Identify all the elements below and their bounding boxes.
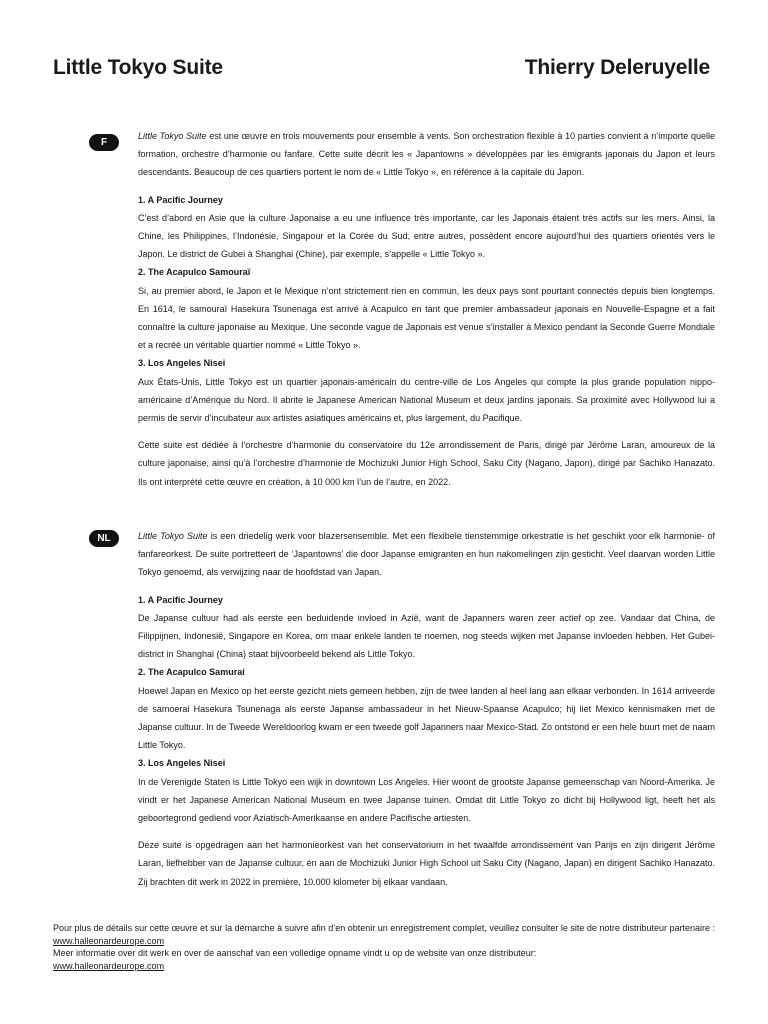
movement-title: 3. Los Angeles Nisei [138,358,226,369]
movement-text: Hoewel Japan en Mexico op het eerste gezicht niets gemeen hebben, zijn de twee landen al heel lang aan elkaar verbonden. In 1614 arriveerde de samoerai Hasekura Tsunenaga als eerste Japanse ambassadeur in het Nieuw-Spaanse Acapulco; hij liet Mexico kennismaken met de Japanse cultuur. In de Tweede Wereldoorlog kwam er een tweede golf Japanners naar Mexico-Stad. Zo ontstond er een hele buurt met de naam Little Tokyo. [138,685,715,751]
dedication-paragraph: Cette suite est dédiée à l’orchestre d’harmonie du conservatoire du 12e arrondissement de Paris, dirigé par Jérôme Laran, amoureux de la culture japonaise, ainsi qu’à l’orchestre d’harmonie de Mochizuki Junior High School, Saku City (Nagano, Japon), dirigé par Sachiko Hanazato. Ils ont interprété cette œuvre en création, à 10 000 km l’un de l’autre, en 2022. [138,440,715,487]
distributor-link-nl[interactable]: www.halleonardeurope.com [53,960,165,971]
movement-text: Aux États-Unis, Little Tokyo est un quartier japonais-américain du centre-ville de Los Angeles qui compte la plus grande population nippo-américaine d’Amérique du Nord. Il abrite le Japanese American National Museum et deux jardins japonais. Sa proximité avec Hollywood lui a permis de servir d’incubateur aux artistes asiatiques américains et, plus largement, du Pacifique. [138,376,715,424]
work-title-italic: Little Tokyo Suite [138,531,208,541]
movement-title: 1. A Pacific Journey [138,594,223,605]
movement-title: 3. Los Angeles Nisei [138,758,226,769]
page-title: Little Tokyo Suite [53,56,223,79]
footer-nl [53,947,715,960]
dutch-body [138,527,715,891]
movement-title: 1. A Pacific Journey [138,194,223,205]
movement-text: C’est d’abord en Asie que la culture Japonaise a eu une influence très importante, car les Japonais étaient très actifs sur les mers. Ainsi, la Chine, les Philippines, l’Indonésie, Singapour et la Corée du Sud, entre autres, possèdent encore aujourd’hui des quartiers orientés vers le Japon. Le district de Gubei à Shanghai (Chine), par exemple, s’appelle « Little Tokyo ». [138,212,715,260]
footer-fr-text: Pour plus de détails sur cette œuvre et sur la démarche à suivre afin d’en obtenir un enregistrement complet, veuillez consulter le site de notre distributeur partenaire : [53,923,715,933]
footer [53,922,715,972]
language-badge-nl: NL [89,530,119,547]
dedication-paragraph: Deze suite is opgedragen aan het harmonieorkest van het conservatorium in het twaalfde arrondissement van Parijs en zijn dirigent Jérôme Laran, liefhebber van de Japanse cultuur, én aan de Mochizuki Junior High School uit Saku City (Nagano, Japan) en dirigent Sachiko Hanazato. Zij brachten dit werk in 2022 in première, 10.000 kilometer bij elkaar vandaan. [138,840,715,887]
movement-text: De Japanse cultuur had als eerste een beduidende invloed in Azië, want de Japanners waren zeer actief op zee. Vandaar dat China, de Filippijnen, Indonesië, Singapore en Korea, om maar enkele landen te noemen, nog steeds wijken met Japanse invloeden hebben. Het Gubei-district in Shanghai (China) staat bijvoorbeeld bekend als Little Tokyo. [138,612,715,660]
movement-title: 2. The Acapulco Samurai [138,667,245,678]
movement-text: In de Verenigde Staten is Little Tokyo een wijk in downtown Los Angeles. Hier woont de grootste Japanse gemeenschap van Noord-Amerika. Je vindt er het Japanese American National Museum en twee Japanse tuinen. Omdat dit Little Tokyo zo dicht bij Hollywood ligt, heeft het als geboortegrond gediend voor Aziatisch-Amerikaanse en andere Pacifische artiesten. [138,776,715,824]
footer-nl-link-line [53,960,715,973]
movement-title: 2. The Acapulco Samouraï [138,267,251,278]
footer-fr [53,922,715,947]
footer-nl-text: Meer informatie over dit werk en over de aanschaf van een volledige opname vindt u op de website van onze distributeur: [53,948,537,958]
language-badge-fr: F [89,134,119,151]
movement-text: Si, au premier abord, le Japon et le Mexique n’ont strictement rien en commun, les deux pays sont pourtant connectés depuis bien longtemps. En 1614, le samouraï Hasekura Tsunenaga est arrivé à Acapulco en tant que premier ambassadeur japonais en Nouvelle-Espagne et a fait connaître la culture japonaise au Mexique. Une seconde vague de Japonais est venue s’installer à Mexico pendant la Seconde Guerre Mondiale et a recréé un véritable quartier nommé « Little Tokyo ». [138,285,715,351]
french-body [138,127,715,491]
intro-text: is een driedelig werk voor blazersensemble. Met een flexibele tienstemmige orkestratie is het geschikt voor elk harmonie- of fanfareorkest. De suite portretteert de ‘Japantowns’ die door Japanse emigranten en hun nakomelingen zijn gesticht. Veel daarvan worden Little Tokyo genoemd, als verwijzing naar de hoofdstad van Japan. [138,531,715,578]
intro-paragraph [138,127,715,182]
composer-name: Thierry Deleruyelle [524,56,710,79]
intro-paragraph [138,527,715,582]
work-title-italic: Little Tokyo Suite [138,131,207,141]
distributor-link-fr[interactable]: www.halleonardeurope.com [53,935,165,946]
intro-text: est une œuvre en trois mouvements pour ensemble à vents. Son orchestration flexible à 10 parties convient à n’importe quelle formation, orchestre d’harmonie ou fanfare. Cette suite décrit les « Japantowns » développées par les émigrants japonais du Japon et leurs descendants. Beaucoup de ces quartiers portent le nom de « Little Tokyo », en référence à la capitale du Japon. [138,131,715,178]
